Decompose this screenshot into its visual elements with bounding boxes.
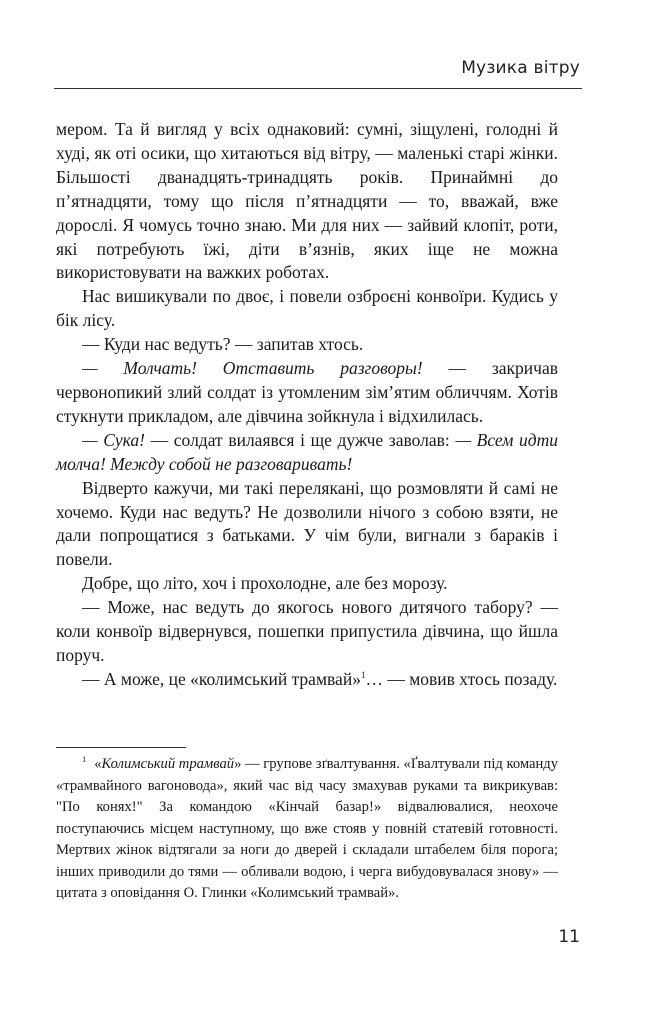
paragraph-continuation: мером. Та й вигляд у всіх однаковий: сумні, зіщулені, голодні й худі, як оті осики, що хитаються від вітру, — маленькі старі жінки. Більшості дванадцять-тринадцять років. Принаймні до п’ятнадцяти, тому що після п’ятнадцяти — то, вважай, вже дорослі. Я чомусь точно знаю. Ми для них — зайвий клопіт, роти, які потребують їжі, діти в’язнів, яких іще не можна використовувати на важких роботах.: [56, 119, 558, 283]
paragraph: Відверто кажучи, ми такі перелякані, що розмовляти й самі не хочемо. Куди нас ведуть? Не дозволили нічого з собою взяти, не дали попрощатися з батьками. У чім були, вигнали з бараків і повели.: [56, 477, 558, 570]
footnote-quote-open: «: [94, 756, 102, 772]
italic-phrase: — Сука!: [82, 429, 145, 450]
footnote: [56, 754, 558, 905]
header-rule: [54, 88, 582, 89]
footnote-text: [56, 754, 558, 905]
footnote-quote-close: »: [234, 756, 242, 772]
paragraph: Добре, що літо, хоч і прохолодне, але без морозу.: [82, 573, 448, 594]
page-number: 11: [558, 927, 580, 947]
running-head: Музика вітру: [461, 58, 580, 78]
paragraph: [56, 429, 558, 477]
footnote-reference[interactable]: 1: [360, 669, 366, 680]
paragraph: Нас вишикували по двоє, і повели озброєні конвоїри. Кудись у бік лісу.: [56, 286, 558, 331]
paragraph: — Куди нас ведуть? — запитав хтось.: [82, 334, 364, 355]
paragraph-text: … — мовив хтось позаду.: [365, 668, 558, 689]
italic-phrase: — Всем идти молча! Между собой не разговаривать!: [56, 429, 559, 474]
paragraph: — Може, нас ведуть до якогось нового дитячого табору? — коли конвоїр відвернувся, пошепки припустила дівчина, що йшла поруч.: [56, 597, 558, 665]
italic-phrase: — Молчать! Отставить разговоры!: [82, 358, 423, 379]
paragraph-text: — А може, це «колимський трамвай»: [82, 668, 361, 689]
footnote-rule: [56, 747, 186, 748]
footnote-body: — групове зґвалтування. «Ґвалтували під команду «трамвайного вагоновода», який час від часу змахував руками та викрикував: "По конях!" За командою «Кінчай базар!» відвалювалися, неохоче поступаючись місцем наступному, що вже стояв у повній статевій готовності. Мертвих жінок відтягали за ноги до дверей і складали штабелем біля порога; інших приводили до тями — обливали водою, і черга вибудовувалася знову» — цитата з оповідання О. Глинки «Колимський трамвай».: [56, 756, 558, 901]
footnote-number: 1: [82, 754, 87, 764]
paragraph-text: — солдат вилаявся і ще дужче заволав:: [144, 429, 456, 450]
paragraph-text: — закричав червонопикий злий солдат із утомленим зім’ятим обличчям. Хотів стукнути прикладом, але дівчина зойкнула і відхилилась.: [56, 358, 558, 426]
paragraph: [56, 668, 558, 692]
footnote-term: Колимський трамвай: [101, 756, 235, 772]
paragraph: [56, 357, 558, 429]
main-text: [56, 118, 558, 692]
